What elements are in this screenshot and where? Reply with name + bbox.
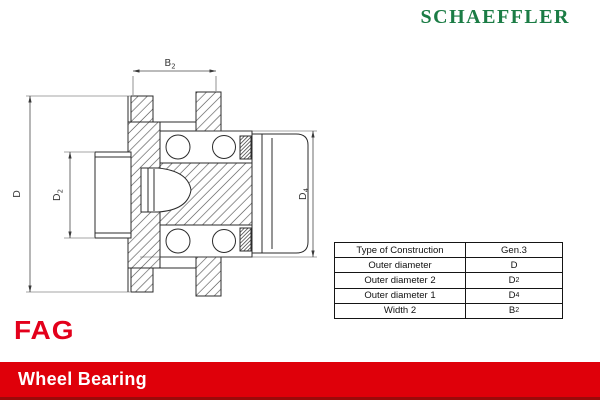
dim-label-b2: $B_2$ xyxy=(164,58,176,71)
lower-seal xyxy=(240,228,251,251)
table-row xyxy=(335,272,562,287)
upper-seal xyxy=(240,136,251,159)
pilot-cylinder xyxy=(95,152,131,238)
top-left-stud-boss xyxy=(131,96,153,122)
spec-label: Width 2 xyxy=(335,304,466,318)
bottom-left-stud-boss xyxy=(131,268,153,292)
ball xyxy=(213,136,236,159)
schaeffler-logo: SCHAEFFLER xyxy=(420,6,570,28)
spec-value: B 2 xyxy=(508,305,520,317)
spec-value: Gen.3 xyxy=(501,244,527,256)
top-right-stud-boss xyxy=(196,92,221,131)
spec-value: D xyxy=(510,259,518,271)
bearing-cross-section-drawing xyxy=(0,46,340,308)
dim-label-d4: $D_4$ xyxy=(298,187,311,201)
fag-logo: FAG xyxy=(14,316,75,345)
spec-table xyxy=(334,242,563,319)
ball xyxy=(166,229,190,253)
spec-value: D 2 xyxy=(508,275,520,286)
page-title: Wheel Bearing xyxy=(18,369,147,389)
spec-label: Outer diameter xyxy=(335,258,466,272)
spec-value: D 4 xyxy=(508,290,520,302)
dim-width2 xyxy=(133,58,216,95)
table-row xyxy=(335,243,562,257)
bottom-right-stud-boss xyxy=(196,257,221,296)
dim-label-d2: $D_2$ xyxy=(52,188,65,202)
table-row xyxy=(335,303,562,318)
footer-bar xyxy=(0,362,600,400)
table-row xyxy=(335,257,562,272)
spec-label: Type of Construction xyxy=(335,243,466,257)
dim-label-d: D xyxy=(12,190,23,198)
ball xyxy=(213,230,236,253)
dim-outer-diameter-2 xyxy=(52,152,94,238)
ball xyxy=(166,135,190,159)
spec-label: Outer diameter 2 xyxy=(335,273,466,287)
spec-label: Outer diameter 1 xyxy=(335,289,466,303)
table-row xyxy=(335,288,562,303)
